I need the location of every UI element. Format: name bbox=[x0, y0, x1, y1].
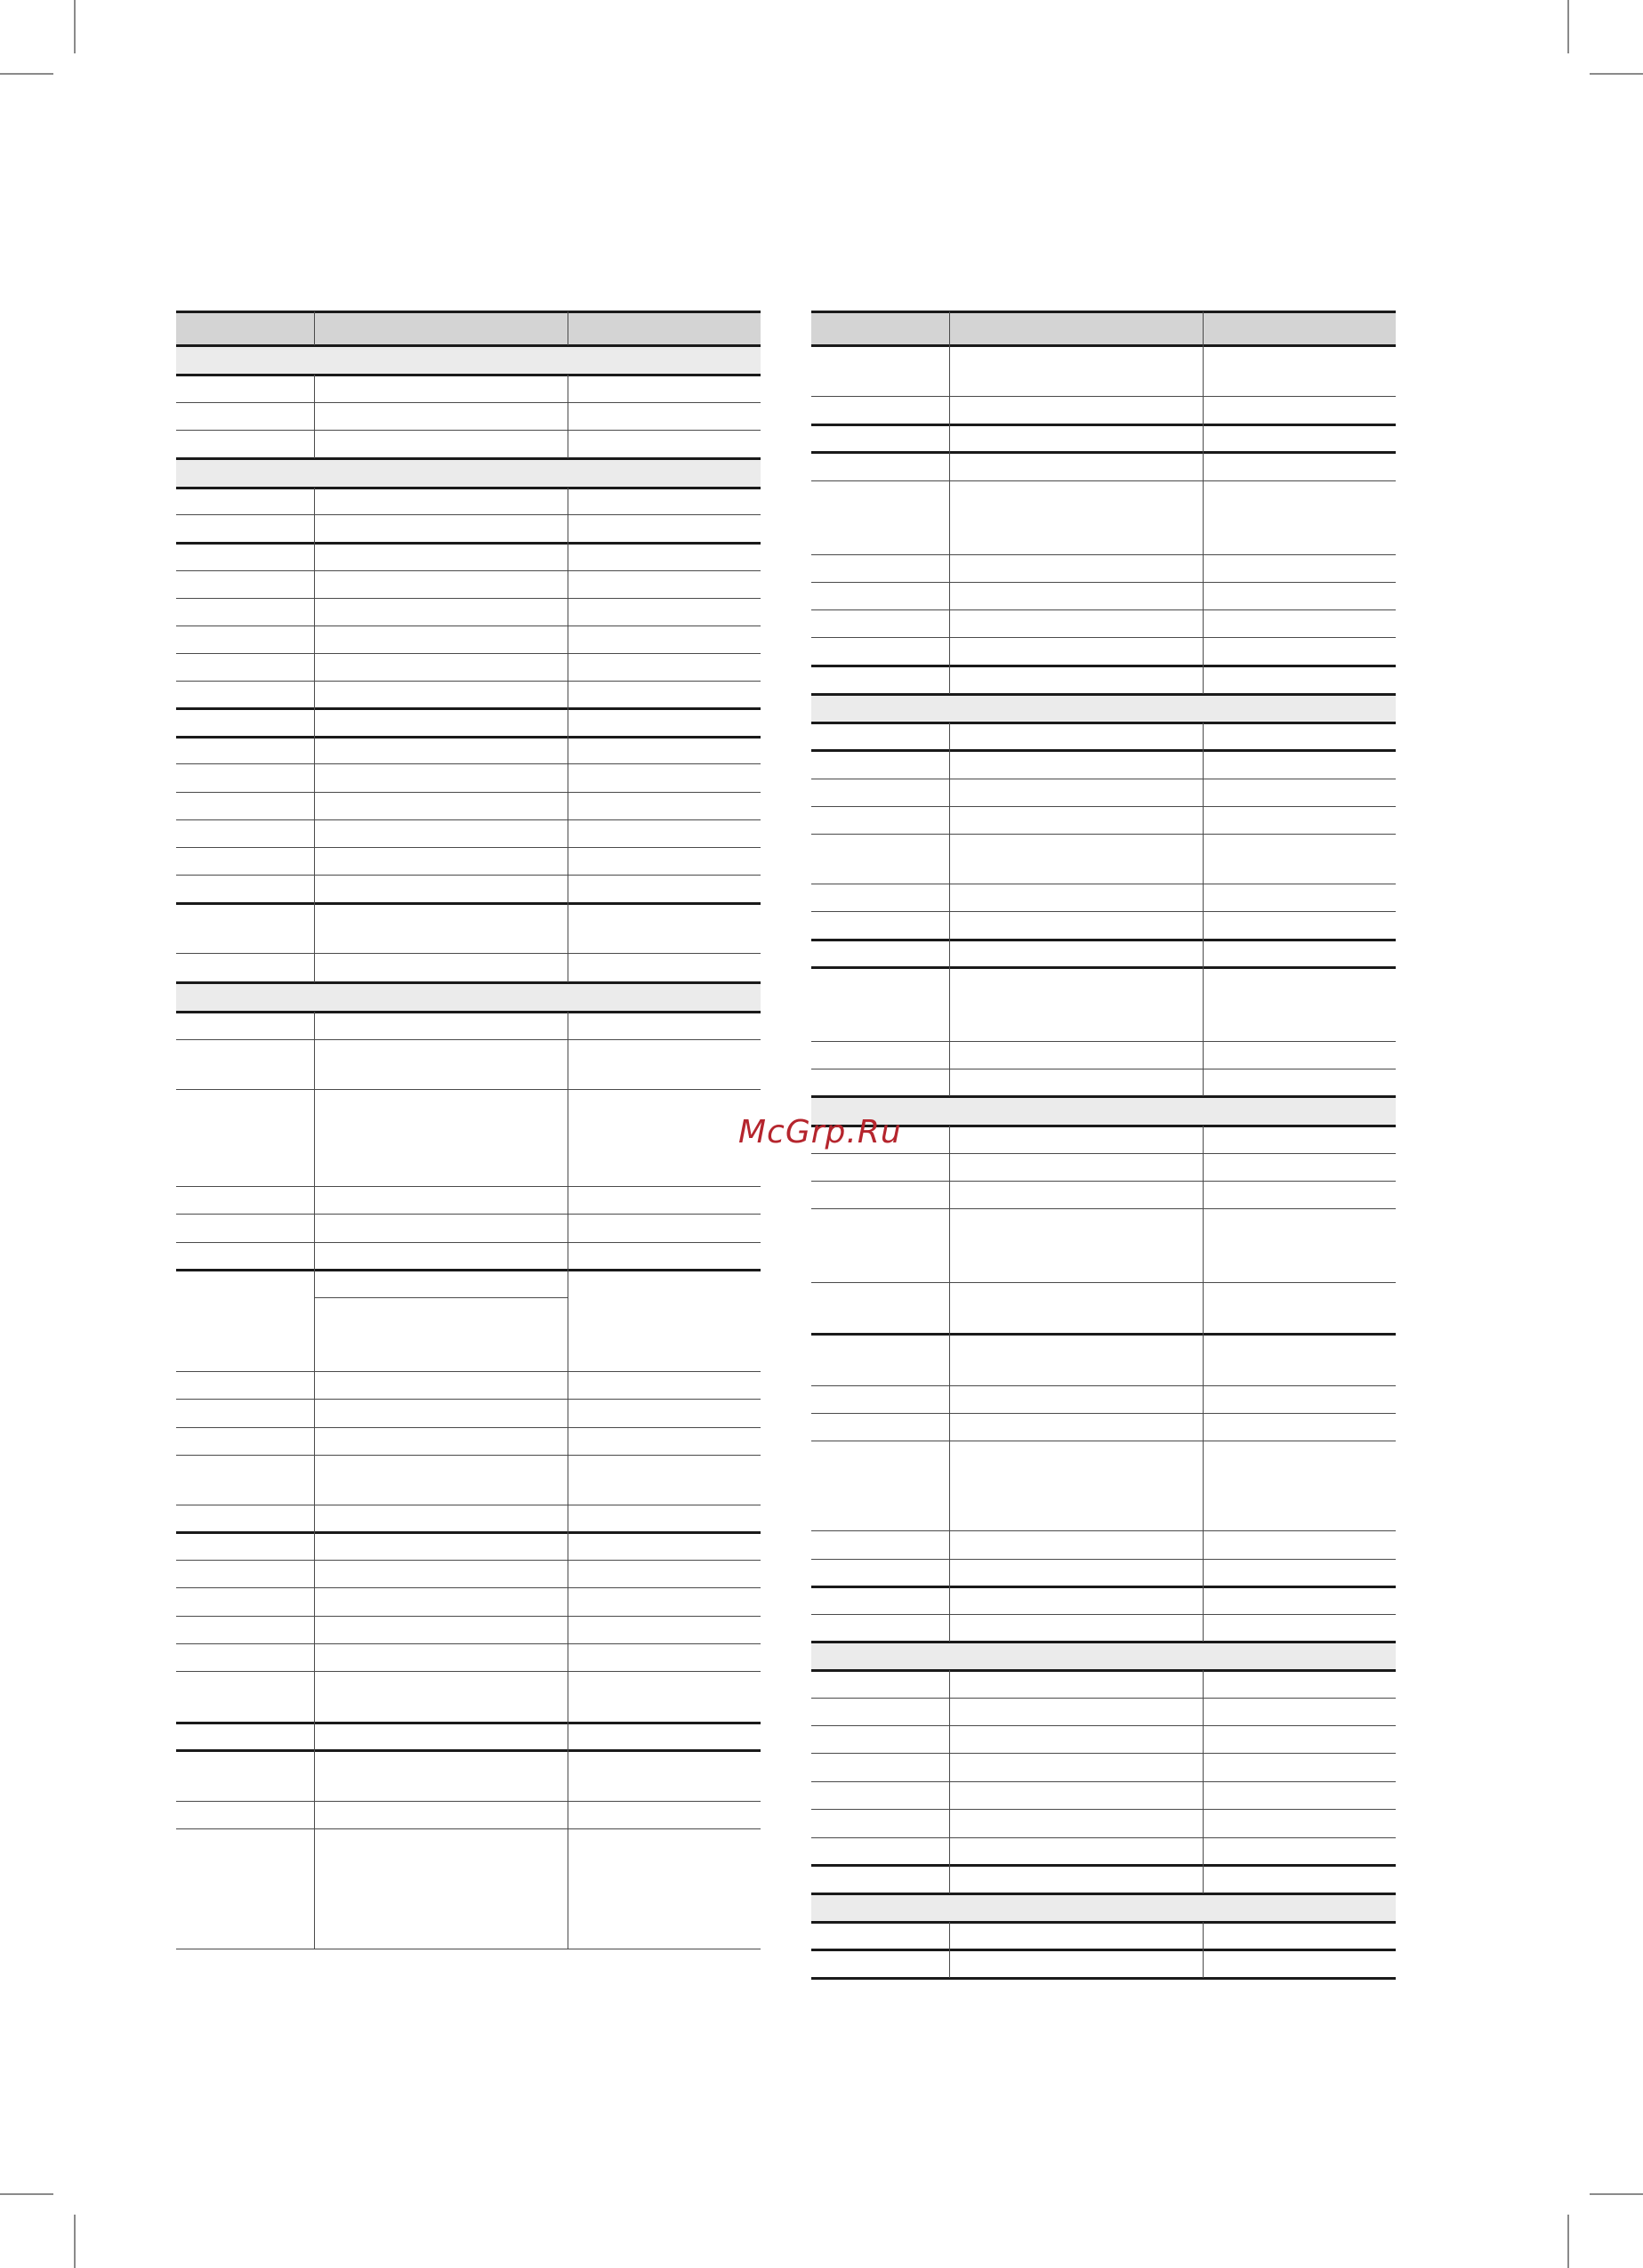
table-rule bbox=[176, 1455, 761, 1456]
table-rule bbox=[811, 1208, 1396, 1209]
sub-row-rule bbox=[314, 1297, 568, 1298]
table-section-row bbox=[176, 982, 761, 1012]
column-divider bbox=[949, 722, 950, 1096]
table-rule bbox=[176, 902, 761, 905]
table-rule bbox=[176, 1089, 761, 1090]
table-rule bbox=[811, 1041, 1396, 1042]
table-rule bbox=[176, 344, 761, 347]
table-rule bbox=[811, 1614, 1396, 1615]
crop-mark-bottom-left bbox=[0, 2193, 53, 2195]
table-rule bbox=[176, 981, 761, 984]
spec-table-left bbox=[176, 311, 761, 1950]
table-rule bbox=[811, 637, 1396, 638]
table-rule bbox=[176, 792, 761, 793]
table-rule bbox=[811, 1698, 1396, 1699]
table-rule bbox=[811, 1559, 1396, 1560]
table-rule bbox=[176, 1587, 761, 1588]
table-rule bbox=[176, 1828, 761, 1829]
table-rule bbox=[176, 487, 761, 489]
table-rule bbox=[176, 402, 761, 403]
crop-mark-bottom-left bbox=[74, 2215, 76, 2268]
table-section-row bbox=[811, 1893, 1396, 1922]
table-rule bbox=[176, 819, 761, 820]
table-rule bbox=[176, 1269, 761, 1271]
table-header-row bbox=[176, 311, 761, 345]
header-column-divider bbox=[949, 311, 950, 345]
table-rule bbox=[176, 847, 761, 848]
table-rule bbox=[811, 911, 1396, 912]
table-rule bbox=[176, 542, 761, 545]
column-divider bbox=[314, 488, 315, 982]
table-rule bbox=[176, 736, 761, 739]
table-rule bbox=[176, 681, 761, 682]
table-rule bbox=[176, 1671, 761, 1672]
table-rule bbox=[811, 693, 1396, 696]
table-rule bbox=[811, 424, 1396, 426]
table-rule bbox=[176, 1643, 761, 1644]
table-rule bbox=[811, 1530, 1396, 1531]
table-rule bbox=[811, 939, 1396, 941]
table-rule bbox=[811, 834, 1396, 835]
table-header-row bbox=[811, 311, 1396, 345]
table-rule bbox=[811, 1669, 1396, 1672]
table-rule bbox=[811, 1921, 1396, 1924]
table-rule bbox=[811, 396, 1396, 397]
header-column-divider bbox=[314, 311, 315, 345]
column-divider bbox=[1203, 345, 1204, 694]
table-rule bbox=[176, 374, 761, 376]
table-rule bbox=[176, 570, 761, 571]
table-rule bbox=[176, 598, 761, 599]
crop-mark-bottom-right bbox=[1590, 2193, 1643, 2195]
table-rule bbox=[176, 457, 761, 460]
table-rule bbox=[811, 1333, 1396, 1336]
column-divider bbox=[314, 375, 315, 458]
table-rule bbox=[811, 1181, 1396, 1182]
table-rule bbox=[176, 1242, 761, 1243]
table-rule bbox=[176, 430, 761, 431]
crop-mark-bottom-right bbox=[1567, 2215, 1569, 2268]
table-rule bbox=[176, 514, 761, 515]
table-rule bbox=[811, 1809, 1396, 1810]
table-rule bbox=[176, 311, 761, 313]
table-rule bbox=[811, 1282, 1396, 1283]
table-rule bbox=[176, 1560, 761, 1561]
table-rule bbox=[811, 966, 1396, 969]
table-rule bbox=[176, 1722, 761, 1724]
table-rule bbox=[176, 1214, 761, 1215]
table-rule bbox=[811, 1837, 1396, 1838]
table-rule bbox=[811, 582, 1396, 583]
column-divider bbox=[949, 345, 950, 694]
table-rule bbox=[811, 749, 1396, 752]
table-rule bbox=[811, 1977, 1396, 1980]
column-divider bbox=[314, 1012, 315, 1949]
table-rule bbox=[176, 763, 761, 764]
column-divider bbox=[1203, 1126, 1204, 1642]
table-section-row bbox=[811, 694, 1396, 722]
table-rule bbox=[176, 953, 761, 954]
table-rule bbox=[811, 451, 1396, 454]
table-rule bbox=[176, 875, 761, 876]
table-rule bbox=[811, 1893, 1396, 1895]
table-rule bbox=[176, 1531, 761, 1534]
table-rule bbox=[811, 1586, 1396, 1588]
table-rule bbox=[811, 1753, 1396, 1754]
column-divider bbox=[949, 1126, 950, 1642]
table-rule bbox=[176, 1039, 761, 1040]
crop-mark-top-right bbox=[1590, 73, 1643, 75]
table-rule bbox=[811, 1413, 1396, 1414]
table-section-row bbox=[176, 458, 761, 488]
table-rule bbox=[811, 344, 1396, 347]
table-rule bbox=[176, 707, 761, 710]
table-rule bbox=[811, 554, 1396, 555]
header-column-divider bbox=[1203, 311, 1204, 345]
column-divider bbox=[949, 1922, 950, 1978]
column-divider bbox=[1203, 722, 1204, 1096]
table-rule bbox=[176, 1427, 761, 1428]
table-rule bbox=[811, 1781, 1396, 1782]
crop-mark-top-right bbox=[1567, 0, 1569, 53]
table-rule bbox=[811, 1385, 1396, 1386]
table-rule bbox=[811, 665, 1396, 667]
table-section-row bbox=[176, 345, 761, 375]
table-rule bbox=[176, 1399, 761, 1400]
table-rule bbox=[176, 1749, 761, 1752]
watermark-text: McGrp.Ru bbox=[738, 1114, 902, 1150]
crop-mark-top-left bbox=[0, 73, 53, 75]
table-rule bbox=[811, 1095, 1396, 1098]
table-rule bbox=[176, 1371, 761, 1372]
table-rule bbox=[176, 653, 761, 654]
table-rule bbox=[176, 1011, 761, 1013]
table-rule bbox=[176, 1186, 761, 1187]
table-rule bbox=[811, 480, 1396, 481]
column-divider bbox=[949, 1670, 950, 1893]
column-divider bbox=[1203, 1922, 1204, 1978]
table-rule bbox=[811, 1725, 1396, 1726]
column-divider bbox=[1203, 1670, 1204, 1893]
table-rule bbox=[811, 1641, 1396, 1643]
table-rule bbox=[811, 722, 1396, 724]
table-rule bbox=[811, 806, 1396, 807]
table-rule bbox=[176, 1616, 761, 1617]
table-rule bbox=[811, 609, 1396, 610]
table-rule bbox=[811, 311, 1396, 313]
table-rule bbox=[811, 1949, 1396, 1951]
table-rule bbox=[176, 1801, 761, 1802]
table-rule bbox=[811, 1864, 1396, 1867]
table-section-row bbox=[811, 1642, 1396, 1670]
crop-mark-top-left bbox=[74, 0, 76, 53]
table-rule bbox=[811, 1153, 1396, 1154]
